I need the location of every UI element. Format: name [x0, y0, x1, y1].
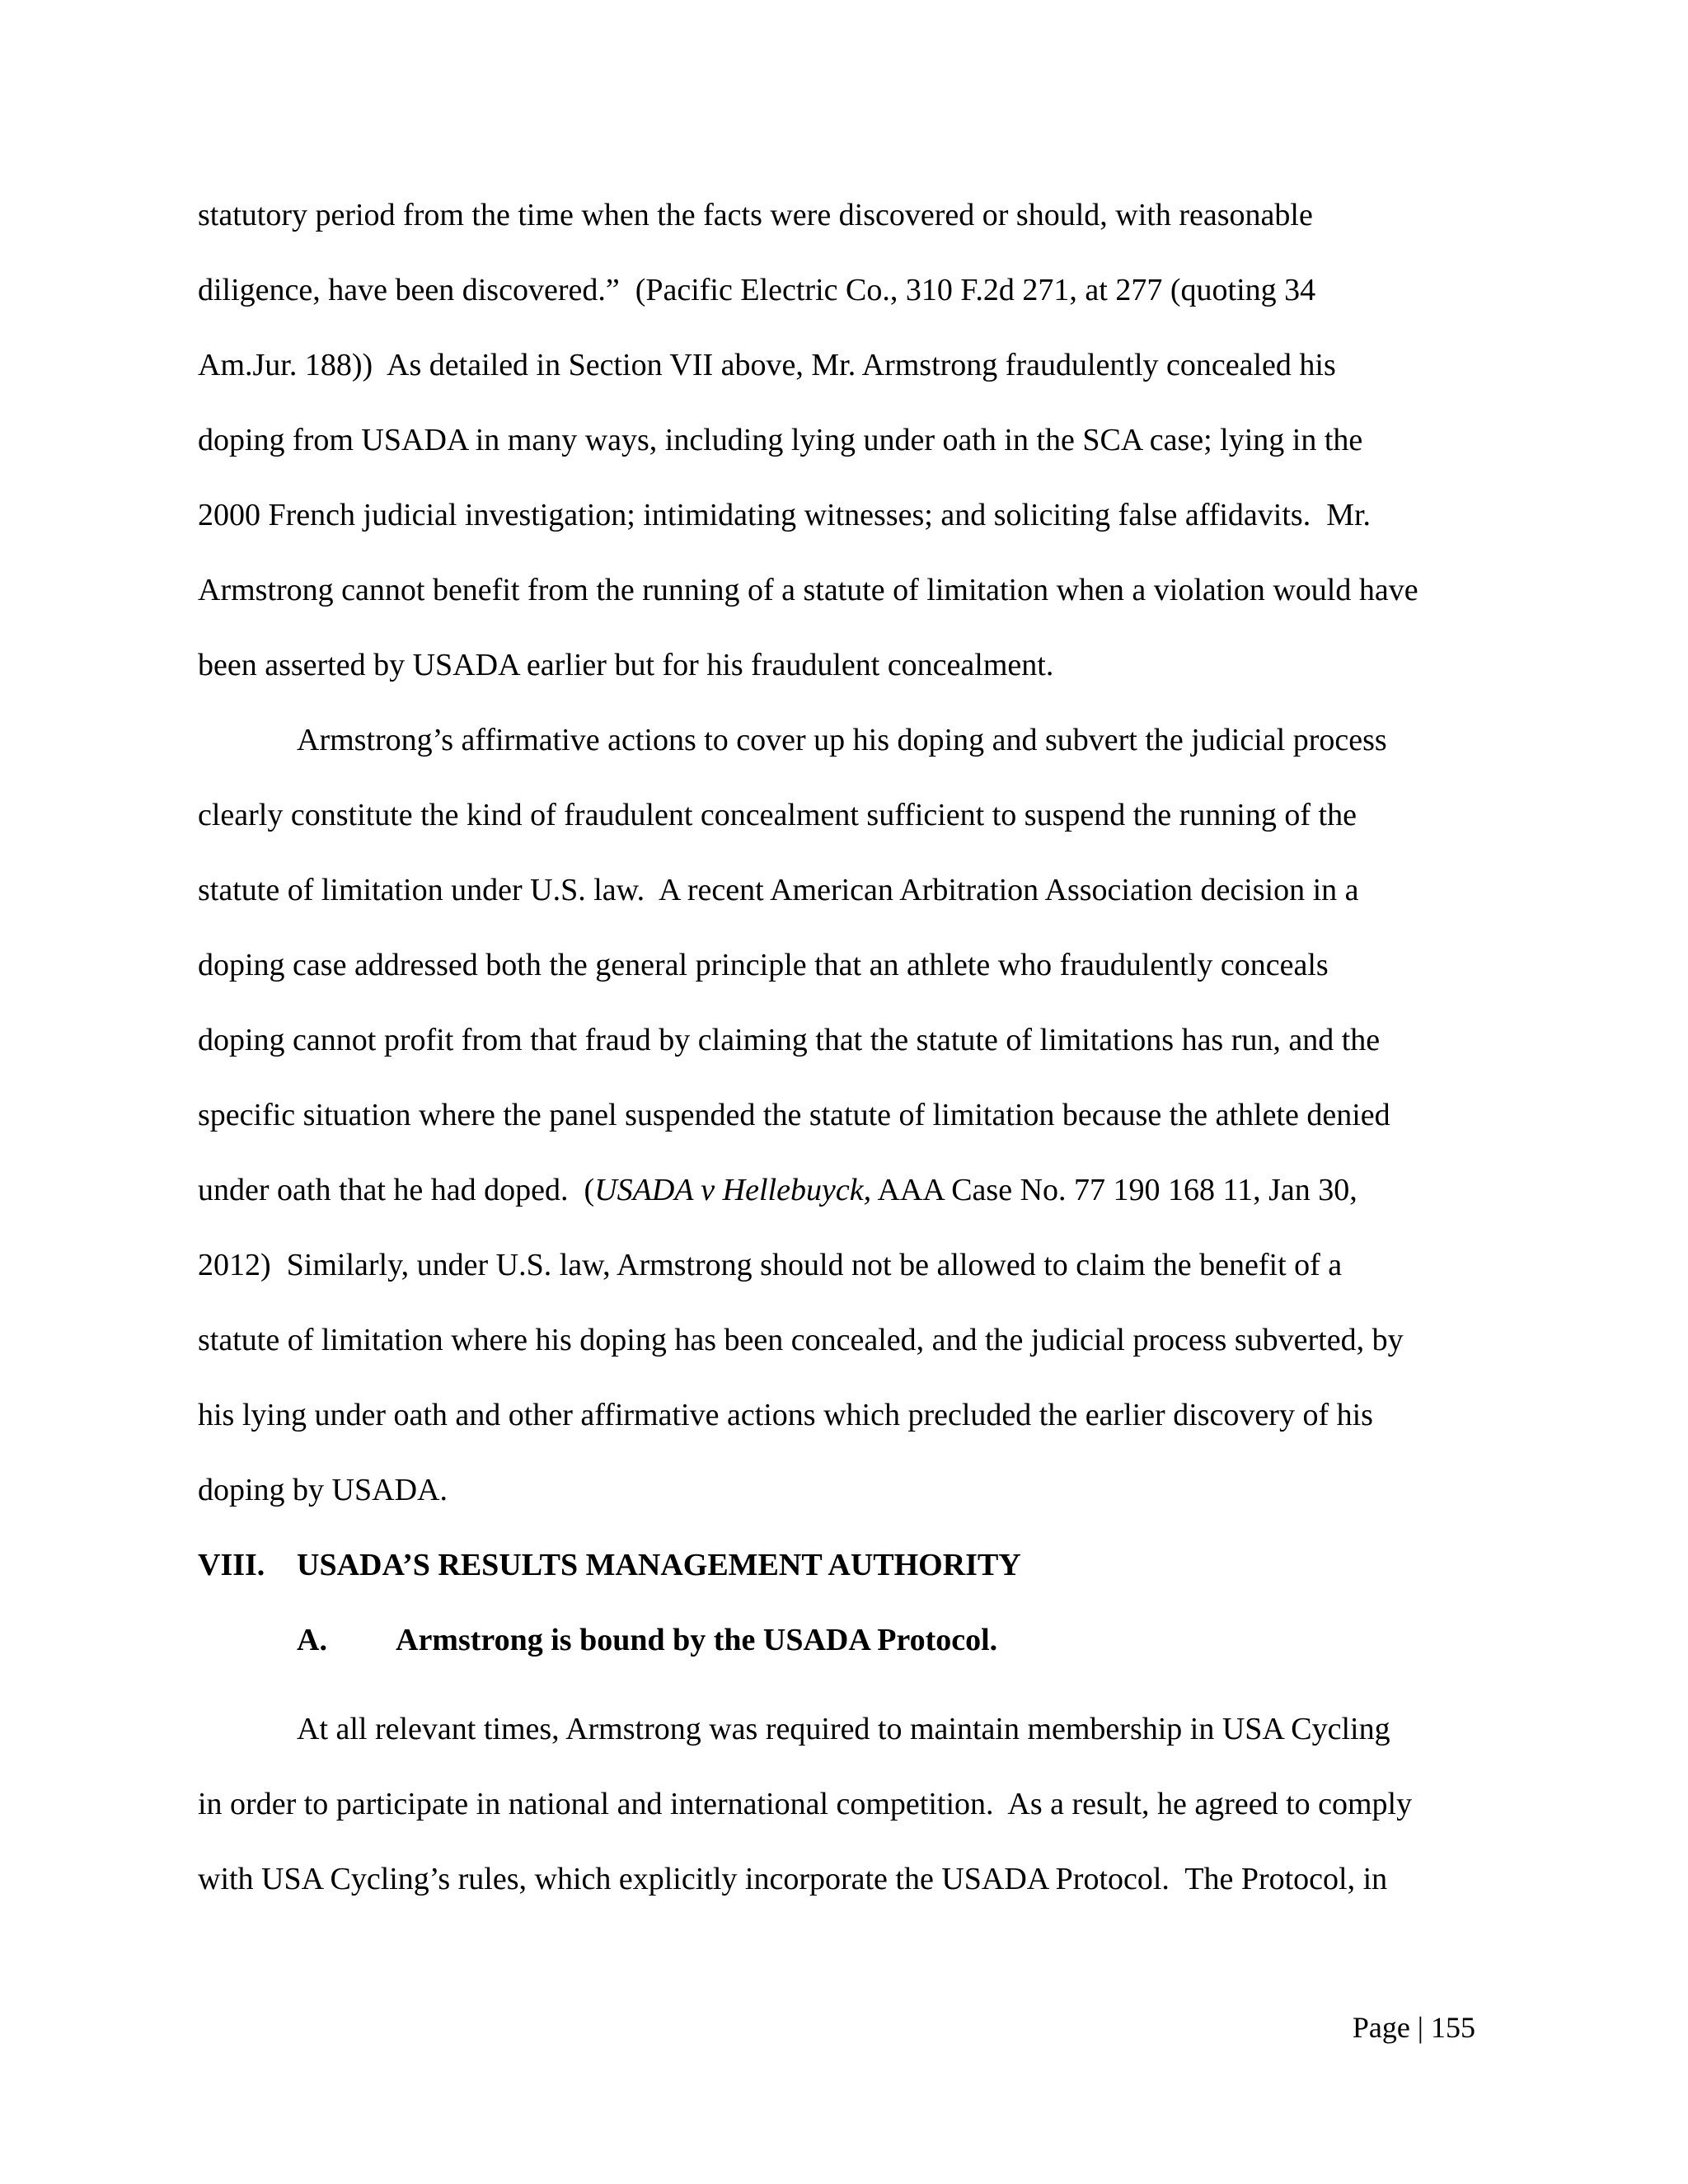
text-line: 2000 French judicial investigation; intimidating witnesses; and soliciting false affidavits. Mr.	[198, 498, 1372, 532]
text-line: At all relevant times, Armstrong was required to maintain membership in USA Cycling	[297, 1712, 1390, 1746]
text-line: doping case addressed both the general principle that an athlete who fraudulently conceals	[198, 948, 1329, 982]
text-line: specific situation where the panel suspended the statute of limitation because the athlete denied	[198, 1098, 1390, 1132]
text-line: clearly constitute the kind of fraudulent concealment sufficient to suspend the running of the	[198, 798, 1357, 832]
text-line: statutory period from the time when the facts were discovered or should, with reasonable	[198, 198, 1313, 232]
section-title: USADA’S RESULTS MANAGEMENT AUTHORITY	[297, 1548, 1021, 1582]
text-line: diligence, have been discovered.” (Pacific Electric Co., 310 F.2d 271, at 277 (quoting 34	[198, 273, 1316, 307]
text-line: doping from USADA in many ways, including lying under oath in the SCA case; lying in the	[198, 423, 1363, 457]
subsection-number: A.	[297, 1623, 327, 1657]
page-number: Page | 155	[1352, 2011, 1475, 2044]
text-line: doping cannot profit from that fraud by claiming that the statute of limitations has run, and the	[198, 1023, 1381, 1057]
text-line-with-citation	[198, 1171, 1357, 1209]
text-line: Armstrong cannot benefit from the running of a statute of limitation when a violation would have	[198, 573, 1418, 607]
text-segment: under oath that he had doped. (	[198, 1173, 595, 1207]
text-line: 2012) Similarly, under U.S. law, Armstrong should not be allowed to claim the benefit of a	[198, 1248, 1343, 1282]
text-line: Armstrong’s affirmative actions to cover up his doping and subvert the judicial process	[297, 723, 1387, 757]
text-segment: AAA Case No. 77 190 168 11, Jan 30,	[871, 1173, 1357, 1207]
text-line: Am.Jur. 188)) As detailed in Section VII above, Mr. Armstrong fraudulently concealed his	[198, 348, 1336, 382]
subsection-title: Armstrong is bound by the USADA Protocol.	[396, 1623, 998, 1657]
text-line: in order to participate in national and international competition. As a result, he agreed to comply	[198, 1787, 1413, 1821]
case-citation: USADA v Hellebuyck,	[594, 1173, 872, 1207]
text-line: statute of limitation under U.S. law. A recent American Arbitration Association decision in a	[198, 873, 1359, 907]
text-line: statute of limitation where his doping has been concealed, and the judicial process subverted, by	[198, 1323, 1404, 1357]
text-line: been asserted by USADA earlier but for his fraudulent concealment.	[198, 648, 1054, 682]
section-number: VIII.	[198, 1548, 265, 1582]
text-line: doping by USADA.	[198, 1473, 448, 1507]
text-line: with USA Cycling’s rules, which explicitly incorporate the USADA Protocol. The Protocol, in	[198, 1862, 1388, 1896]
text-line: his lying under oath and other affirmative actions which precluded the earlier discovery of his	[198, 1398, 1373, 1432]
